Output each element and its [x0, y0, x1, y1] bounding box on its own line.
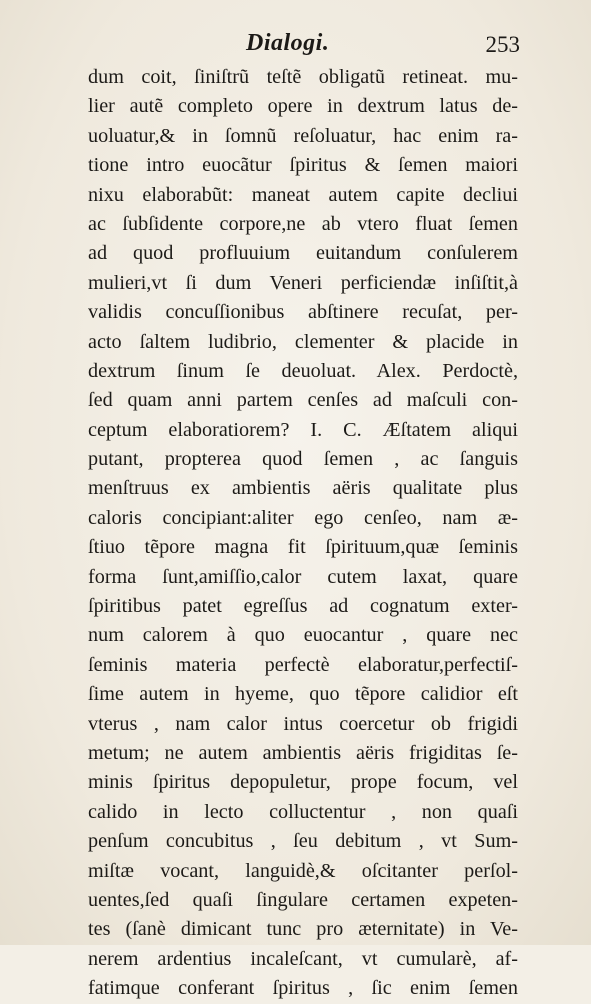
text-line: vterus , nam calor intus coercetur ob frigidi	[88, 712, 518, 735]
text-line: ſime autem in hyeme, quo tẽpore calidior eſt	[88, 683, 518, 706]
text-line: dextrum ſinum ſe deuoluat. Alex. Perdoctè,	[88, 359, 518, 382]
text-line: mulieri,vt ſi dum Veneri perficiendæ inſiſtit,à	[88, 271, 518, 294]
text-line: calido in lecto colluctentur , non quaſi	[88, 800, 518, 823]
text-line: ſpiritibus patet egreſſus ad cognatum exter-	[88, 595, 518, 618]
text-line: tes (ſanè dimicant tunc pro æternitate) in Ve-	[88, 918, 518, 941]
text-line: ſed quam anni partem cenſes ad maſculi con-	[88, 389, 518, 412]
text-line: ac ſubſidente corpore,ne ab vtero fluat ſemen	[88, 212, 518, 235]
page-number: 253	[485, 32, 520, 57]
text-line: uentes,ſed quaſi ſingulare certamen expeten-	[88, 888, 518, 911]
text-line: minis ſpiritus depopuletur, prope focum, vel	[88, 771, 518, 794]
text-line: validis concuſſionibus abſtinere recuſat, per-	[88, 301, 518, 324]
running-title: Dialogi.	[246, 30, 330, 56]
text-line: forma ſunt,amiſſio,calor cutem laxat, quare	[88, 565, 518, 588]
text-line: ceptum elaboratiorem? I. C. Æſtatem aliqui	[88, 418, 518, 441]
body-text	[88, 63, 518, 1004]
text-line: caloris concipiant:aliter ego cenſeo, nam æ-	[88, 506, 518, 529]
text-line: miſtæ vocant, languidè,& oſcitanter perſol-	[88, 859, 518, 882]
text-line: dum coit, ſiniſtrũ teſtẽ obligatũ retineat. mu-	[88, 66, 518, 88]
text-line: penſum concubitus , ſeu debitum , vt Sum-	[88, 830, 518, 853]
page-header	[90, 30, 520, 62]
text-line: ad quod profluuium euitandum conſulerem	[88, 242, 518, 265]
text-line: metum; ne autem ambientis aëris frigiditas ſe-	[88, 741, 518, 764]
text-line: tione intro euocãtur ſpiritus & ſemen maiori	[88, 154, 518, 177]
text-line: nixu elaborabũt: maneat autem capite decliui	[88, 183, 518, 206]
text-line: ſtiuo tẽpore magna fit ſpirituum,quæ ſeminis	[88, 536, 518, 559]
text-line: nerem ardentius incaleſcant, vt cumularè, af-	[88, 947, 518, 970]
text-line: uoluatur,& in ſomnũ reſoluatur, hac enim ra-	[88, 124, 518, 147]
text-line: putant, propterea quod ſemen , ac ſanguis	[88, 448, 518, 471]
text-line: fatimque conferant ſpiritus , ſic enim ſemen	[88, 977, 518, 1000]
text-line: ſeminis materia perfectè elaboratur,perfectiſ-	[88, 653, 518, 676]
text-line: num calorem à quo euocantur , quare nec	[88, 624, 518, 647]
text-line: lier autẽ completo opere in dextrum latus de-	[88, 95, 518, 118]
text-line: acto ſaltem ludibrio, clementer & placide in	[88, 330, 518, 353]
text-line: menſtruus ex ambientis aëris qualitate plus	[88, 477, 518, 500]
